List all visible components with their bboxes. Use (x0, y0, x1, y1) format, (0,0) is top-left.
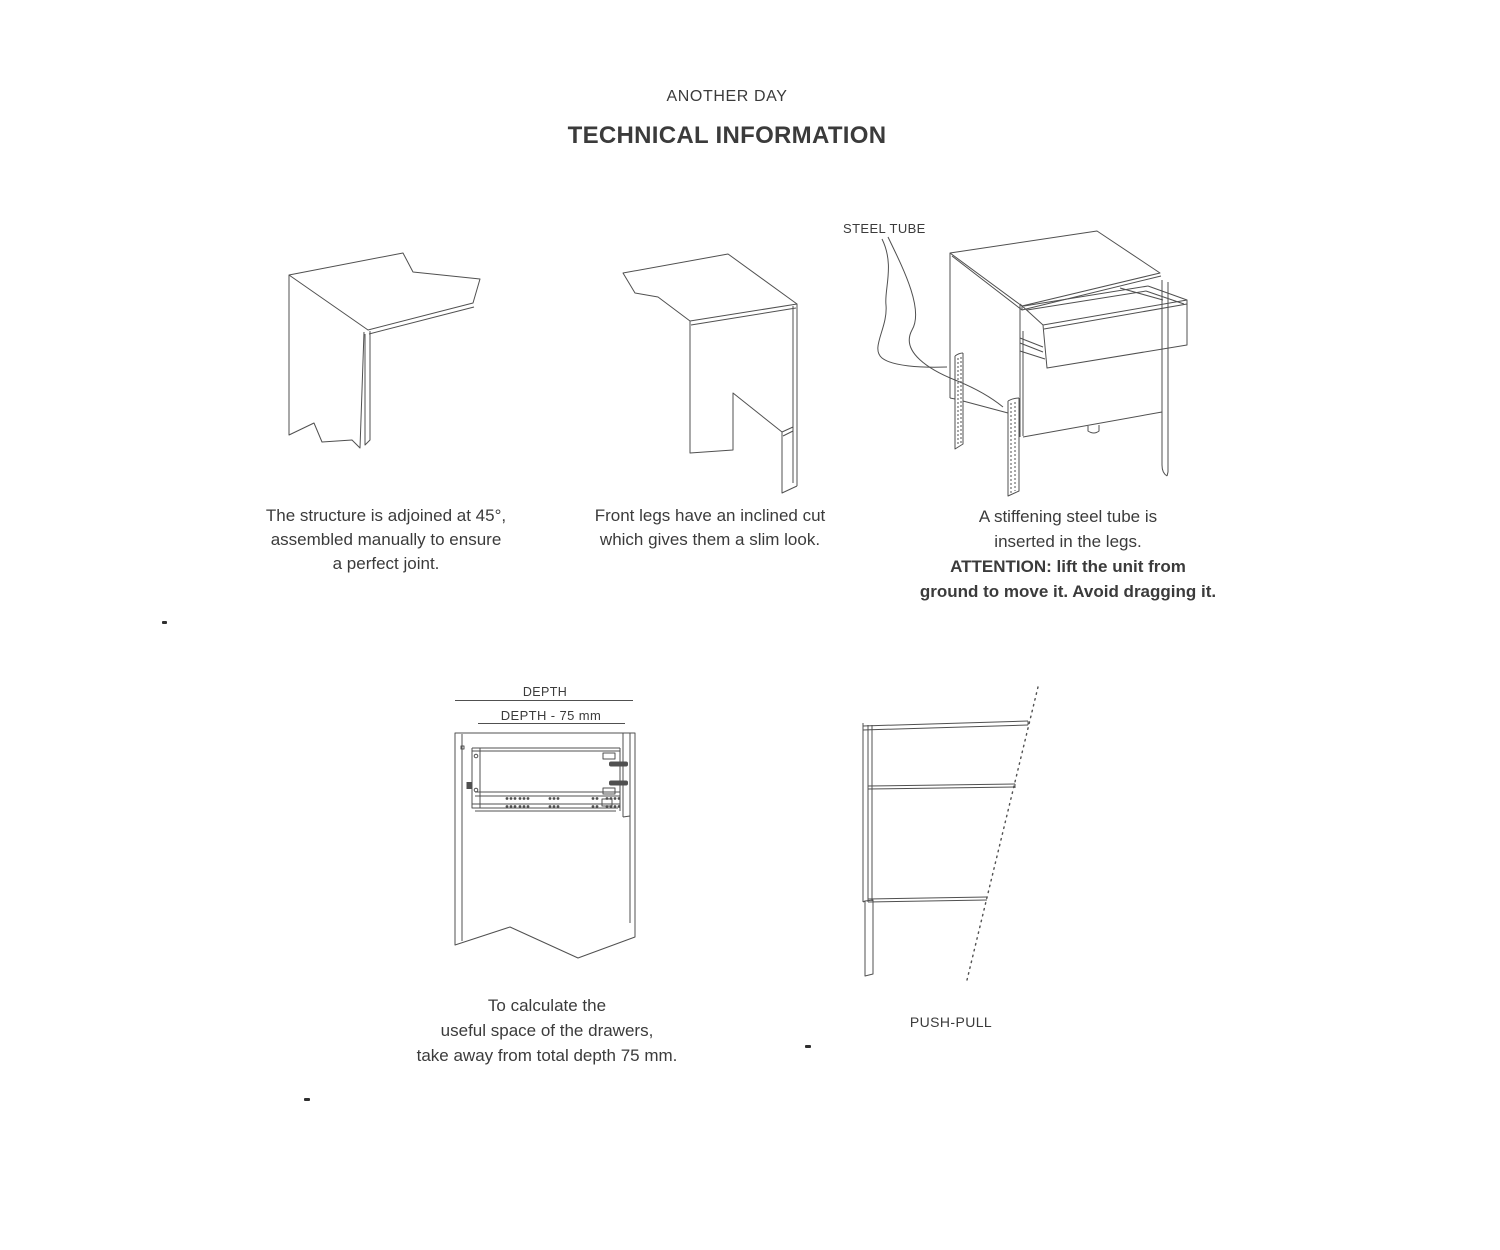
legs-top-panel (623, 254, 797, 325)
speck (162, 621, 167, 624)
cabinet-profile (863, 721, 1028, 976)
speck (304, 1098, 310, 1101)
push-pull-swing-line (967, 687, 1038, 980)
drawer-slide-rail (467, 748, 629, 811)
cabinet-side-panel (455, 733, 635, 958)
unit-front-panel (1020, 331, 1162, 437)
push-pull-label: PUSH-PULL (909, 1014, 993, 1030)
depth-caption (417, 993, 678, 1068)
legs-caption (595, 504, 826, 552)
legs-diagram (600, 240, 800, 500)
steel-tube-diagram (840, 210, 1240, 510)
joint-caption (266, 504, 506, 576)
depth-useful-label: DEPTH - 75 mm (500, 708, 602, 723)
front-leg-profile (865, 900, 873, 976)
caption-line: To calculate the (487, 996, 607, 1015)
caption-line: a perfect joint. (332, 554, 440, 573)
brand-text: ANOTHER DAY (666, 88, 788, 105)
drawer-divider-lines (868, 784, 1015, 902)
joint-top-panel (289, 253, 480, 334)
unit-top-panel (950, 231, 1161, 310)
front-left-leg (955, 353, 963, 449)
steel-tube-leader-lines (878, 237, 1003, 407)
page-title: TECHNICAL INFORMATION (567, 122, 887, 149)
joint-diagram (280, 250, 490, 470)
caption-line: The structure is adjoined at 45°, (265, 506, 507, 525)
legs-front-panel (690, 304, 797, 493)
caption-line: A stiffening steel tube is (978, 507, 1158, 526)
push-pull-diagram (855, 680, 1055, 990)
caption-line-attention: ATTENTION: lift the unit from (950, 557, 1186, 576)
speck (805, 1045, 811, 1048)
steel-tube-label: STEEL TUBE (843, 221, 926, 236)
depth-total-label: DEPTH (522, 685, 568, 699)
caption-line: which gives them a slim look. (599, 530, 821, 549)
joint-side-panel (289, 275, 370, 448)
caption-line: inserted in the legs. (994, 532, 1142, 551)
caption-line-attention: ground to move it. Avoid dragging it. (919, 582, 1217, 601)
caption-line: useful space of the drawers, (440, 1021, 654, 1040)
back-right-leg (1162, 280, 1168, 476)
depth-diagram (450, 680, 660, 980)
front-center-leg (1008, 398, 1019, 496)
caption-line: take away from total depth 75 mm. (416, 1046, 678, 1065)
caption-line: Front legs have an inclined cut (594, 506, 826, 525)
steel-tube-caption (920, 504, 1216, 604)
caption-line: assembled manually to ensure (270, 530, 502, 549)
